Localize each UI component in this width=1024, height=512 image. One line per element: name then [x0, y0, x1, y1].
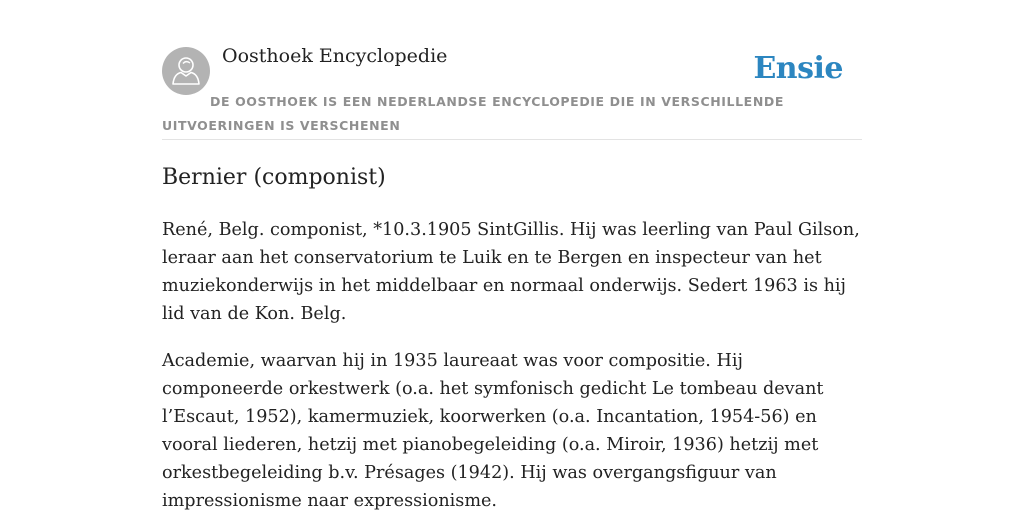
- article-paragraph-2: Academie, waarvan hij in 1935 laureaat was voor compositie. Hij componeerde orkestwerk (o.a. het symfonisch gedicht Le tombeau devant l’Escaut, 1952), kamermuziek, koorwerken (o.a. Incantation, 1954-56) en vooral liederen, hetzij met pianobegeleiding (o.a. Miroir, 1936) hetzij met orkestbegeleiding b.v. Présages (1942). Hij was overgangsfiguur van impressionisme naar expressionisme.: [162, 351, 824, 511]
- site-name[interactable]: Oosthoek Encyclopedie: [222, 45, 448, 67]
- site-tagline: DE OOSTHOEK IS EEN NEDERLANDSE ENCYCLOPEDIE DIE IN VERSCHILLENDE UITVOERINGEN IS VERSCHENEN: [162, 94, 784, 133]
- user-icon: [162, 47, 210, 95]
- brand-logo[interactable]: Ensie: [753, 51, 843, 86]
- header-divider: [162, 139, 862, 140]
- article-paragraph-1: René, Belg. componist, *10.3.1905 SintGillis. Hij was leerling van Paul Gilson, leraar aan het conservatorium te Luik en te Bergen en inspecteur van het muziekonderwijs in het middelbaar en normaal onderwijs. Sedert 1963 is hij lid van de Kon. Belg.: [162, 220, 860, 324]
- article-title: Bernier (componist): [162, 165, 386, 190]
- user-avatar[interactable]: [162, 47, 210, 95]
